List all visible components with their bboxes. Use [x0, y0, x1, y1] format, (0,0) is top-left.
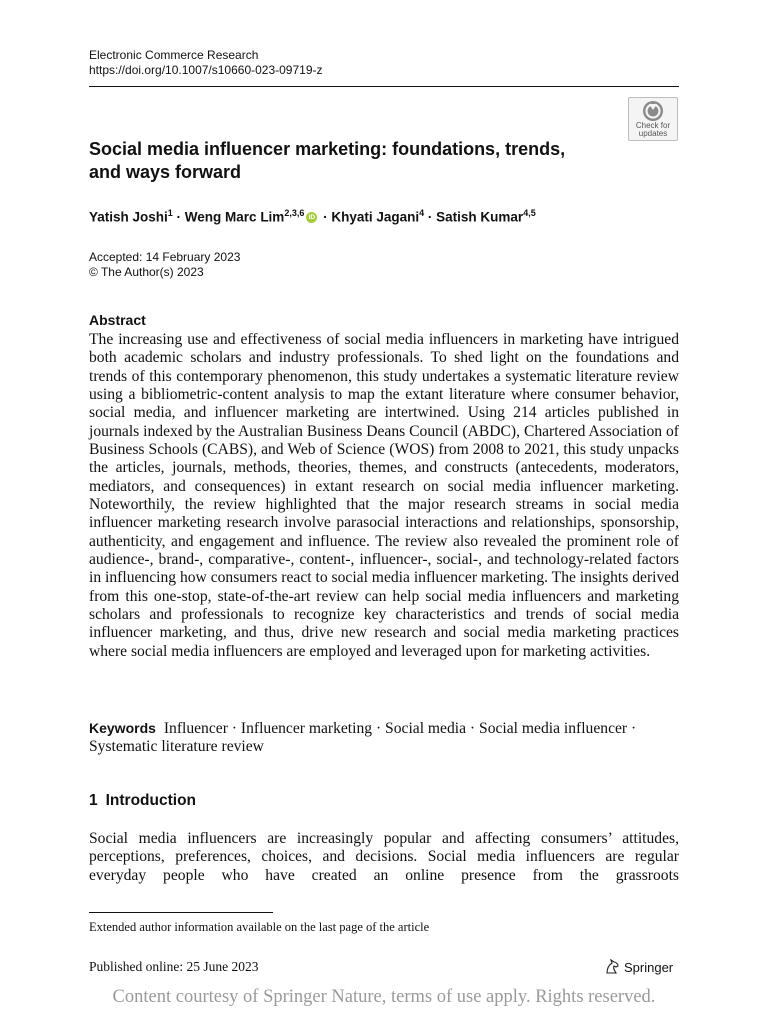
- title-line-1: Social media influencer marketing: foundations, trends,: [89, 139, 566, 159]
- doi-link[interactable]: https://doi.org/10.1007/s10660-023-09719-z: [89, 63, 323, 77]
- check-for-updates-badge[interactable]: [628, 97, 678, 141]
- author-separator: ·: [319, 209, 332, 225]
- publisher-name: Springer: [624, 960, 674, 975]
- section-heading: [89, 792, 196, 810]
- abstract-heading: Abstract: [89, 312, 146, 328]
- author-separator: ·: [424, 209, 437, 225]
- journal-name: Electronic Commerce Research: [89, 48, 259, 62]
- paper-title: [89, 138, 619, 184]
- author-name[interactable]: Yatish Joshi: [89, 209, 168, 225]
- published-date: Published online: 25 June 2023: [89, 959, 259, 974]
- author-list: [89, 208, 536, 225]
- keywords-block: [89, 719, 679, 757]
- author-separator: ·: [172, 209, 185, 225]
- copyright-notice: © The Author(s) 2023: [89, 265, 204, 279]
- courtesy-watermark: Content courtesy of Springer Nature, terms of use apply. Rights reserved.: [112, 987, 656, 1007]
- keywords-label: Keywords: [89, 720, 156, 736]
- orcid-icon[interactable]: iD: [306, 212, 317, 223]
- author-affiliation: 4: [419, 208, 425, 218]
- abstract-body: The increasing use and effectiveness of social media influencers in marketing have intrigued both academic scholars and industry professionals. To shed light on the foundations and trends of this contemporary phenomenon, this study undertakes a systematic literature review using a bibliometric-content analysis to map the extant literature where consumer behavior, social media, and influencer marketing are intertwined. Using 214 articles published in journals indexed by the Australian Business Deans Council (ABDC), Chartered Association of Business Schools (CABS), and Web of Science (WOS) from 2008 to 2021, this study unpacks the articles, journals, methods, theories, themes, and constructs (antecedents, moderators, mediators, and consequences) in extant research on social media influencer marketing. Noteworthily, the review highlighted that the major research streams in social media influencer marketing research involve parasocial interactions and relationships, sponsorship, authenticity, and engagement and influence. The review also revealed the prominent role of audience-, brand-, comparative-, content-, influencer-, social-, and technology-related factors in influencing how consumers react to social media influencer marketing. The insights derived from this one-stop, state-of-the-art review can help social media influencers and marketing scholars and professionals to recognize key characteristics and trends of social media influencer marketing, and thus, drive new research and social media marketing practices where social media influencers are employed and leveraged upon for marketing activities.: [89, 331, 679, 660]
- header-divider: [89, 86, 679, 87]
- intro-paragraph: Social media influencers are increasingly popular and affecting consumers’ attitudes, perceptions, preferences, choices, and decisions. Social media influencers are regular everyday people who have created an online presence from the grassroots: [89, 830, 679, 884]
- accepted-date: Accepted: 14 February 2023: [89, 250, 241, 264]
- badge-line-2: updates: [638, 129, 668, 138]
- author-name[interactable]: Weng Marc Lim: [184, 209, 285, 225]
- author-affiliation: 4,5: [523, 208, 536, 218]
- footnote-divider: [89, 912, 273, 913]
- springer-horse-icon: [604, 959, 620, 975]
- title-line-2: and ways forward: [89, 162, 242, 182]
- section-number: 1: [89, 792, 98, 809]
- update-check-icon: [642, 100, 664, 122]
- author-name[interactable]: Khyati Jagani: [331, 209, 420, 225]
- footnote: Extended author information available on the last page of the article: [89, 920, 430, 934]
- publisher-logo: [604, 959, 673, 975]
- badge-line-1: Check for: [635, 121, 671, 130]
- author-affiliation: 1: [167, 208, 173, 218]
- section-title: Introduction: [105, 792, 197, 809]
- keywords-list: Influencer · Influencer marketing · Social media · Social media influencer · Systematic literature review: [89, 720, 637, 756]
- author-affiliation: 2,3,6: [284, 208, 305, 218]
- author-name[interactable]: Satish Kumar: [436, 209, 524, 225]
